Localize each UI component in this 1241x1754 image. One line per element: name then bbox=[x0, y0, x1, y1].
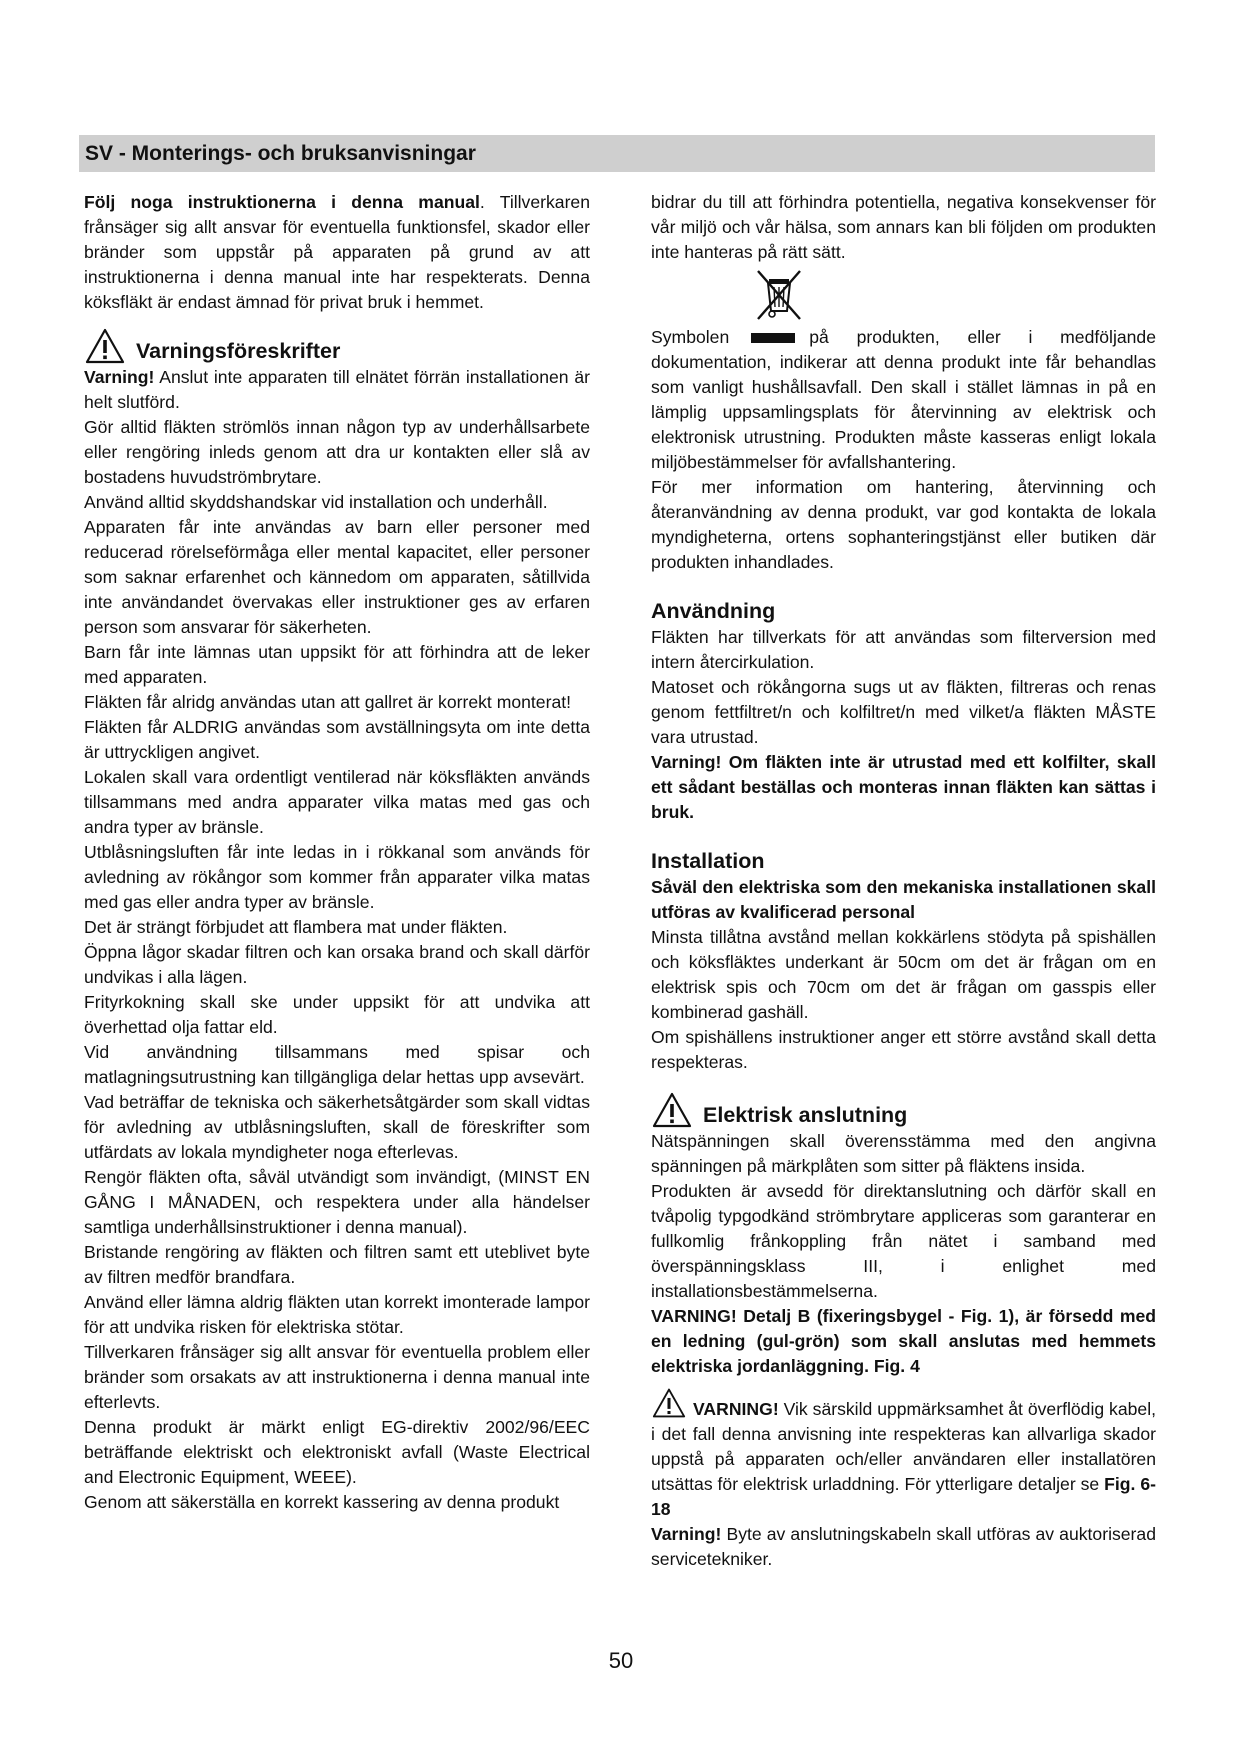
electrical-heading bbox=[651, 1091, 1156, 1129]
list-item: Tillverkaren frånsäger sig allt ansvar för eventuella problem eller bränder som orsakats av att instruktionerna i denna manual inte efterlevts. bbox=[84, 1342, 590, 1412]
crossed-bin-icon bbox=[752, 269, 806, 321]
intro-text: . Tillverkaren frånsäger sig allt ansvar för eventuella funktionsfel, skador eller bränder som uppstår på apparaten på grund av att instruktionerna i denna manual inte har respekterats. Denna köksfläkt är endast ämnad för privat bruk i hemmet. bbox=[84, 192, 590, 312]
installation-heading: Installation bbox=[651, 849, 765, 873]
warning-triangle-icon bbox=[651, 1387, 687, 1419]
final-warning-text: Byte av anslutningskabeln skall utföras av auktoriserad servicetekniker. bbox=[651, 1524, 1156, 1569]
warnings-heading bbox=[84, 327, 590, 365]
usage-paragraph: Matoset och rökångorna sugs ut av fläkten, filtreras och renas genom fettfiltret/n och kolfiltret/n med vilket/a fläkten MÅSTE vara utrustad. bbox=[651, 677, 1156, 747]
list-item: Barn får inte lämnas utan uppsikt för att förhindra att de leker med apparaten. bbox=[84, 642, 590, 687]
list-item: Utblåsningsluften får inte ledas in i rökkanal som används för avledning av rökångor som kommer från apparater vilka matas med gas eller andra typer av bränsle. bbox=[84, 842, 590, 912]
electrical-warning: VARNING! Detalj B (fixeringsbygel - Fig. 1), är försedd med en ledning (gul-grön) som skall anslutas med hemmets elektriska jordanläggning. Fig. 4 bbox=[651, 1306, 1156, 1376]
installation-paragraph: Minsta tillåtna avstånd mellan kokkärlens stödyta på spishällen och köksfläktes underkant är 50cm om det är frågan om en elektrisk spis och 70cm om det är frågan om gasspis eller kombinerad gashäll. bbox=[651, 927, 1156, 1022]
list-item: Använd alltid skyddshandskar vid installation och underhåll. bbox=[84, 492, 548, 512]
list-item: Bristande rengöring av fläkten och filtren samt ett uteblivet byte av filtren medför brandfara. bbox=[84, 1242, 590, 1287]
symbol-paragraph bbox=[651, 325, 1156, 475]
weee-continuation: bidrar du till att förhindra potentiella, negativa konsekvenser för vår miljö och vår hälsa, som annars kan bli följden om produkten inte hanteras på rätt sätt. bbox=[651, 192, 1156, 262]
list-item: Det är strängt förbjudet att flambera mat under fläkten. bbox=[84, 917, 508, 937]
final-warning-label: Varning! bbox=[651, 1524, 722, 1544]
more-info-paragraph: För mer information om hantering, återvinning och återanvändning av denna produkt, var god kontakta de lokala myndigheterna, ortens sophanteringstjänst eller butiken där produkten inhandlades. bbox=[651, 477, 1156, 572]
electrical-paragraph: Nätspänningen skall överensstämma med den angivna spänningen på märkplåten som sitter på fläktens insida. bbox=[651, 1131, 1156, 1176]
intro-paragraph bbox=[84, 190, 590, 315]
list-item: Genom att säkerställa en korrekt kassering av denna produkt bbox=[84, 1492, 560, 1512]
warning-triangle-icon bbox=[651, 1091, 693, 1129]
section-title: SV - Monterings- och bruksanvisningar bbox=[85, 142, 476, 165]
section-header-bar bbox=[79, 135, 1155, 172]
electrical-heading-text: Elektrisk anslutning bbox=[703, 1103, 908, 1127]
cable-warning-fig: Fig. 6-18 bbox=[651, 1474, 1156, 1519]
usage-warning: Varning! Om fläkten inte är utrustad med ett kolfilter, skall ett sådant beställas och monteras innan fläkten kan sättas i bruk. bbox=[651, 752, 1156, 822]
list-item: Fläkten får ALDRIG användas som avställningsyta om inte detta är uttryckligen angivet. bbox=[84, 717, 590, 762]
left-column bbox=[84, 190, 590, 1515]
cable-warning-paragraph bbox=[651, 1387, 1156, 1522]
warning-triangle-icon bbox=[84, 327, 126, 365]
list-item: Gör alltid fläkten strömlös innan någon typ av underhållsarbete eller rengöring inleds genom att dra ur kontakten eller slå av bostadens huvudströmbrytare. bbox=[84, 417, 590, 487]
warnings-heading-text: Varningsföreskrifter bbox=[136, 339, 341, 363]
list-item: Rengör fläkten ofta, såväl utvändigt som invändigt, (MINST EN GÅNG I MÅNADEN, och respektera under alla händelser samtliga underhållsinstruktioner i denna manual). bbox=[84, 1167, 590, 1237]
symbol-text: på produkten, eller i medföljande dokumentation, indikerar att denna produkt inte får behandlas som vanligt hushållsavfall. Den skall i stället lämnas in på en lämplig uppsamlingsplats för återvinning av elektrisk och elektronisk utrustning. Produkten måste kasseras enligt lokala miljöbestämmelser för avfallshantering. bbox=[651, 327, 1156, 472]
warning-label: Varning! bbox=[84, 367, 155, 387]
installation-bold: Såväl den elektriska som den mekaniska installationen skall utföras av kvalificerad personal bbox=[651, 877, 1156, 922]
usage-paragraph: Fläkten har tillverkats för att användas som filterversion med intern återcirkulation. bbox=[651, 627, 1156, 672]
list-item: Öppna lågor skadar filtren och kan orsaka brand och skall därför undvikas i alla lägen. bbox=[84, 942, 590, 987]
list-item: Apparaten får inte användas av barn eller personer med reducerad rörelseförmåga eller mental kapacitet, eller personer som saknar erfarenhet och kännedom om apparaten, såtillvida inte användandet övervakas eller instruktioner ges av erfaren person som ansvarar för säkerheten. bbox=[84, 517, 590, 637]
list-item: Lokalen skall vara ordentligt ventilerad när köksfläkten används tillsammans med andra apparater vilka matas med gas och andra typer av bränsle. bbox=[84, 767, 590, 837]
list-item: Frityrkokning skall ske under uppsikt för att undvika att överhettad olja fattar eld. bbox=[84, 992, 590, 1037]
bar-symbol-icon bbox=[751, 333, 795, 343]
list-item: Vad beträffar de tekniska och säkerhetsåtgärder som skall vidtas för avledning av utblåsningsluften, skall de föreskrifter som utfärdats av lokala myndigheter noga efterlevas. bbox=[84, 1092, 590, 1162]
right-column bbox=[651, 190, 1156, 1572]
list-item: Fläkten får alridg användas utan att gallret är korrekt monterat! bbox=[84, 692, 572, 712]
usage-heading: Användning bbox=[651, 599, 776, 623]
warning-text: Anslut inte apparaten till elnätet förrän installationen är helt slutförd. bbox=[84, 367, 590, 412]
installation-paragraph: Om spishällens instruktioner anger ett större avstånd skall detta respekteras. bbox=[651, 1027, 1156, 1072]
cable-warning-text: Vik särskild uppmärksamhet åt överflödig kabel, i det fall denna anvisning inte respekteras kan allvarliga skador uppstå på apparaten och/eller användaren eller installatören utsättas för elektrisk urladdning. För ytterligare detaljer se bbox=[651, 1399, 1156, 1494]
symbol-word: Symbolen bbox=[651, 327, 730, 347]
list-item: Vid användning tillsammans med spisar och matlagningsutrustning kan tillgängliga delar hettas upp avsevärt. bbox=[84, 1042, 590, 1087]
warning-paragraph bbox=[84, 365, 590, 415]
list-item: Denna produkt är märkt enligt EG-direktiv 2002/96/EEC beträffande elektriskt och elektroniskt avfall (Waste Electrical and Electronic Equipment, WEEE). bbox=[84, 1417, 590, 1487]
page-number: 50 bbox=[608, 1648, 634, 1673]
final-warning-paragraph bbox=[651, 1522, 1156, 1572]
cable-warning-label: VARNING! bbox=[693, 1399, 779, 1419]
electrical-paragraph: Produkten är avsedd för direktanslutning och därför skall en tvåpolig typgodkänd strömbrytare appliceras som garanterar en fullkomlig frånkoppling från nätet i samband med överspänningsklass III, i enlighet med installationsbestämmelserna. bbox=[651, 1181, 1156, 1301]
intro-bold: Följ noga instruktionerna i denna manual bbox=[84, 192, 480, 212]
list-item: Använd eller lämna aldrig fläkten utan korrekt imonterade lampor för att undvika risken för elektriska stötar. bbox=[84, 1292, 590, 1337]
